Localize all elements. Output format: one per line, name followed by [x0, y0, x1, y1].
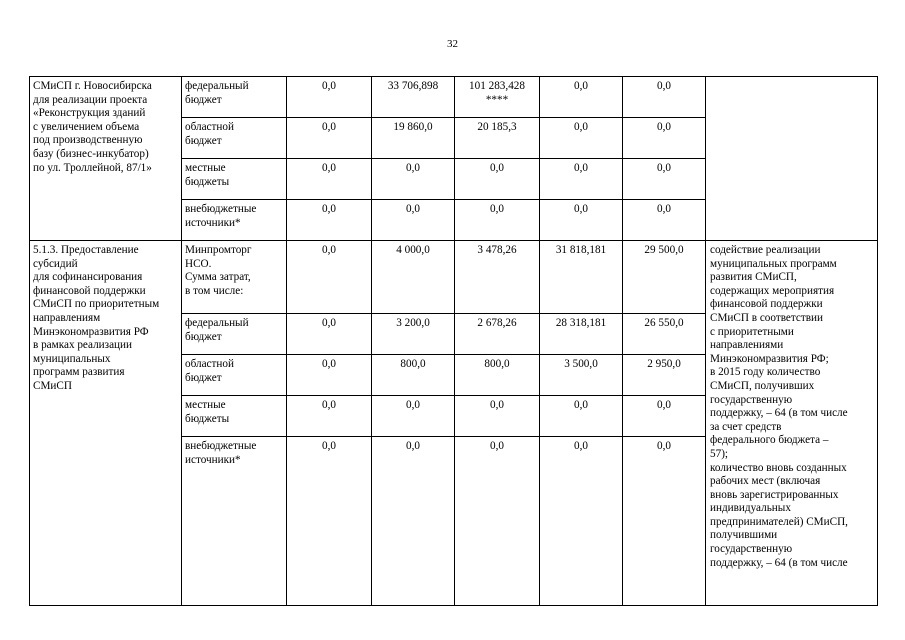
- expected-result-cell-line: СМиСП в соответствии: [710, 311, 824, 324]
- expected-result-cell-line: Минэкономразвития РФ;: [710, 352, 829, 365]
- value-cell: 0,0: [540, 159, 623, 200]
- funding-source-cell: [182, 200, 287, 241]
- page-number: 32: [447, 38, 458, 50]
- funding-source-cell-line: бюджет: [185, 371, 222, 384]
- expected-result-cell-line: федерального бюджета –: [710, 434, 829, 447]
- funding-source-cell: [182, 396, 287, 437]
- measure-name-cell-line: СМиСП: [33, 379, 72, 392]
- measure-name-cell-line: под производственную: [33, 134, 143, 147]
- value-cell: 0,0: [287, 159, 372, 200]
- table-body: [30, 77, 878, 606]
- measure-name-cell-line: для софинансирования: [33, 271, 143, 284]
- value-cell: 3 500,0: [540, 355, 623, 396]
- funding-source-cell-line: бюджеты: [185, 175, 230, 188]
- expected-result-cell-line: рабочих мест (включая: [710, 475, 821, 488]
- value-cell: 0,0: [540, 200, 623, 241]
- expected-result-cell-line: предпринимателей) СМиСП,: [710, 515, 848, 528]
- value-cell: 0,0: [287, 77, 372, 118]
- expected-result-cell-line: государственную: [710, 543, 793, 556]
- funding-source-cell-line: внебюджетные: [185, 203, 257, 215]
- measure-name-cell-line: направлениям: [33, 311, 101, 324]
- measure-name-cell-line: в рамках реализации: [33, 339, 133, 352]
- funding-source-cell: [182, 355, 287, 396]
- value-cell: 4 000,0: [372, 241, 455, 314]
- funding-source-cell-line: внебюджетные: [185, 440, 257, 452]
- expected-result-cell-line: муниципальных программ: [710, 257, 837, 270]
- expected-result-cell-line: 57);: [710, 447, 729, 460]
- measure-name-cell-line: 5.1.3. Предоставление: [33, 244, 139, 256]
- expected-result-cell-line: вновь зарегистрированных: [710, 488, 839, 501]
- value-cell: 800,0: [455, 355, 540, 396]
- measure-name-cell-line: для реализации проекта: [33, 93, 148, 106]
- funding-source-cell: [182, 437, 287, 606]
- value-cell: 0,0: [372, 159, 455, 200]
- value-cell: 0,0: [372, 396, 455, 437]
- expected-result-cell-line: получившими: [710, 529, 778, 542]
- value-cell: 101 283,428 ****: [455, 77, 540, 118]
- value-cell: 0,0: [455, 437, 540, 606]
- value-cell: 0,0: [623, 200, 706, 241]
- measure-name-cell-line: программ развития: [33, 366, 125, 379]
- funding-source-cell-line: НСО.: [185, 257, 212, 270]
- measure-name-cell-line: муниципальных: [33, 352, 111, 365]
- funding-source-cell: [182, 118, 287, 159]
- value-cell: 0,0: [540, 77, 623, 118]
- funding-source-cell-line: бюджет: [185, 93, 222, 106]
- funding-source-cell-line: областной: [185, 121, 234, 133]
- value-cell: 0,0: [455, 396, 540, 437]
- value-cell: 0,0: [287, 200, 372, 241]
- value-cell: 2 678,26: [455, 314, 540, 355]
- expected-result-cell-line: СМиСП, получивших: [710, 379, 815, 392]
- value-cell: 20 185,3: [455, 118, 540, 159]
- measure-name-cell-line: СМиСП г. Новосибирска: [33, 80, 152, 92]
- expected-result-cell-line: государственную: [710, 393, 793, 406]
- expected-result-cell-line: содействие реализации: [710, 244, 821, 256]
- funding-source-cell: [182, 77, 287, 118]
- measure-name-cell-line: по ул. Троллейной, 87/1»: [33, 161, 152, 174]
- value-cell: 0,0: [540, 396, 623, 437]
- value-cell: 26 550,0: [623, 314, 706, 355]
- measure-name-cell-line: Минэкономразвития РФ: [33, 325, 149, 338]
- value-cell: 0,0: [455, 159, 540, 200]
- value-cell: 0,0: [455, 200, 540, 241]
- value-cell: 0,0: [623, 396, 706, 437]
- measure-name-cell-line: финансовой поддержки: [33, 284, 146, 297]
- measure-name-cell-line: базу (бизнес-инкубатор): [33, 147, 149, 160]
- funding-source-cell-line: областной: [185, 358, 234, 370]
- expected-result-cell-line: развития СМиСП,: [710, 271, 797, 284]
- funding-source-cell: [182, 241, 287, 314]
- value-cell: 31 818,181: [540, 241, 623, 314]
- expected-result-cell-line: в 2015 году количество: [710, 366, 821, 379]
- value-cell: 3 478,26: [455, 241, 540, 314]
- table-row: [30, 241, 878, 314]
- value-cell: 0,0: [287, 355, 372, 396]
- measure-name-cell-line: СМиСП по приоритетным: [33, 298, 160, 311]
- value-cell: 29 500,0: [623, 241, 706, 314]
- value-cell: 0,0: [540, 118, 623, 159]
- budget-table: [29, 76, 878, 606]
- value-cell: 2 950,0: [623, 355, 706, 396]
- expected-result-cell-line: количество вновь созданных: [710, 461, 847, 474]
- expected-result-cell-line: индивидуальных: [710, 502, 791, 515]
- table-row: [30, 77, 878, 118]
- value-cell: 0,0: [623, 437, 706, 606]
- expected-result-cell-line: за счет средств: [710, 420, 782, 433]
- funding-source-cell-line: бюджет: [185, 330, 222, 343]
- expected-result-cell-line: содержащих мероприятия: [710, 284, 835, 297]
- funding-source-cell-line: источники*: [185, 216, 241, 229]
- measure-name-cell-line: субсидий: [33, 257, 78, 270]
- value-cell: 33 706,898: [372, 77, 455, 118]
- value-cell: 0,0: [287, 437, 372, 606]
- funding-source-cell-line: в том числе:: [185, 284, 244, 297]
- value-cell: 0,0: [623, 159, 706, 200]
- expected-result-cell-line: финансовой поддержки: [710, 298, 823, 311]
- value-cell: 0,0: [623, 77, 706, 118]
- value-cell: 28 318,181: [540, 314, 623, 355]
- funding-source-cell-line: бюджеты: [185, 412, 230, 425]
- value-cell: 0,0: [287, 396, 372, 437]
- measure-name-cell: [30, 77, 182, 241]
- value-cell: 0,0: [372, 437, 455, 606]
- funding-source-cell-line: Минпромторг: [185, 244, 252, 256]
- value-cell: 19 860,0: [372, 118, 455, 159]
- funding-source-cell-line: местные: [185, 162, 226, 174]
- value-cell: 0,0: [287, 314, 372, 355]
- expected-result-cell-line: поддержку, – 64 (в том числе: [710, 407, 848, 420]
- value-cell: 3 200,0: [372, 314, 455, 355]
- funding-source-cell-line: источники*: [185, 453, 241, 466]
- measure-name-cell-line: «Реконструкция зданий: [33, 107, 146, 120]
- value-cell: 0,0: [287, 118, 372, 159]
- expected-result-cell-line: поддержку, – 64 (в том числе: [710, 556, 848, 569]
- expected-result-cell-line: с приоритетными: [710, 325, 794, 338]
- value-cell: 0,0: [540, 437, 623, 606]
- funding-source-cell-line: местные: [185, 399, 226, 411]
- funding-source-cell: [182, 159, 287, 200]
- value-cell: 0,0: [287, 241, 372, 314]
- measure-name-cell-line: с увеличением объема: [33, 120, 140, 133]
- funding-source-cell-line: бюджет: [185, 134, 222, 147]
- funding-source-cell-line: Сумма затрат,: [185, 271, 251, 284]
- funding-source-cell-line: федеральный: [185, 317, 249, 329]
- value-cell: 0,0: [372, 200, 455, 241]
- measure-name-cell: [30, 241, 182, 606]
- value-cell: 800,0: [372, 355, 455, 396]
- funding-source-cell-line: федеральный: [185, 80, 249, 92]
- expected-result-cell-line: направлениями: [710, 339, 784, 352]
- funding-source-cell: [182, 314, 287, 355]
- value-cell: 0,0: [623, 118, 706, 159]
- expected-result-cell: [706, 241, 878, 606]
- expected-result-cell: [706, 77, 878, 241]
